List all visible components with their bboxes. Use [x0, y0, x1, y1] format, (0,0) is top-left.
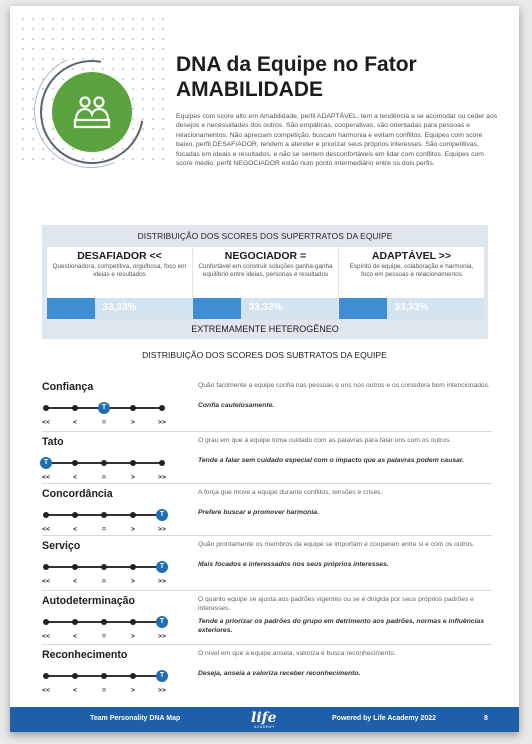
scale-label: <<	[42, 474, 50, 481]
logo-subtext: ACADEMY	[254, 725, 275, 729]
scale-label: >	[131, 526, 135, 533]
scale-label: >>	[158, 526, 166, 533]
supertratos-title: DISTRIBUIÇÃO DOS SCORES DOS SUPERTRATOS DA EQUIPE	[137, 231, 393, 241]
team-marker: T	[156, 616, 168, 628]
supertrato-name: NEGOCIADOR =	[224, 250, 307, 262]
scale-label: =	[102, 526, 106, 533]
scale-label: =	[102, 633, 106, 640]
subtrato-description: O grau em que a equipe toma cuidado com as palavras para falar uns com os outros.	[198, 437, 452, 444]
scale-dot	[101, 619, 107, 625]
supertrato-score-label: 33,33%	[394, 302, 429, 313]
scale-dot	[72, 405, 78, 411]
scale-dot	[101, 460, 107, 466]
scale-dot	[43, 673, 49, 679]
scale-label: =	[102, 474, 106, 481]
scale-dot	[43, 619, 49, 625]
supertrato-score-bar	[339, 298, 484, 319]
scale-label: <	[73, 419, 77, 426]
supertrato-column	[193, 247, 338, 319]
intro-paragraph: Equipes com score alto em Amabilidade, perfil ADAPTÁVEL, tem a tendência a se acomodar ou ceder aos desejos e necessidades dos outros. São empáticas, cooperativas, são orientadas para pessoas e relacionamentos. Não apreciam competição, buscam harmonia e evitam conflitos. Equipes com score baixo, perfil DESAFIADOR, tendem a atender e priorizar seus próprios interesses. São competitivas, focadas em ideais e resultados, e não se sentem desconfortáveis em lidar com conflitos. Equipes com score médio, perfil NEGOCIADOR estão num ponto intermediário entre os dois perfis.	[176, 113, 498, 168]
scale-label: >>	[158, 633, 166, 640]
people-handshake-icon	[72, 94, 112, 130]
scale-label: >>	[158, 474, 166, 481]
team-marker: T	[156, 670, 168, 682]
scale-dot	[72, 460, 78, 466]
team-marker: T	[156, 509, 168, 521]
subtrato-description: A força que move a equipe durante conflitos, tensões e crises.	[198, 489, 383, 496]
supertrato-score-bar	[47, 298, 192, 319]
row-divider	[42, 590, 492, 591]
page-number: 8	[484, 715, 488, 722]
scale-label: <<	[42, 526, 50, 533]
subtrato-description: Quão prontamente os membros da equipe se importam e cooperam entre si e com os outros.	[198, 541, 475, 548]
scale-label: <<	[42, 419, 50, 426]
subtrato-result: Tende a falar sem cuidado especial com o impacto que as palavras podem causar.	[198, 457, 465, 464]
subtrato-result: Prefere buscar e promover harmonia.	[198, 509, 319, 516]
team-marker: T	[156, 561, 168, 573]
subtrato-name: Confiança	[42, 381, 94, 393]
subtratos-title: DISTRIBUIÇÃO DOS SCORES DOS SUBTRATOS DA EQUIPE	[142, 350, 387, 360]
scale-dot	[130, 673, 136, 679]
subtrato-description: Quão facilmente a equipe confia nas pessoas e uns nos outros e os considera bem intencionados.	[198, 382, 490, 389]
supertrato-score-bar	[193, 298, 338, 319]
supertratos-summary: EXTREMAMENTE HETEROGÊNEO	[191, 324, 339, 334]
subtrato-result: Mais focados e interessados nos seus próprios interesses.	[198, 561, 389, 568]
scale-dot	[130, 512, 136, 518]
scale-label: <<	[42, 687, 50, 694]
scale-dot	[72, 564, 78, 570]
scale-dot	[101, 673, 107, 679]
supertrato-score-label: 33,33%	[102, 302, 137, 313]
scale-label: <<	[42, 633, 50, 640]
scale-dot	[159, 460, 165, 466]
scale-label: >	[131, 578, 135, 585]
scale-dot	[101, 564, 107, 570]
supertrato-score-label: 33,33%	[248, 302, 283, 313]
row-divider	[42, 644, 492, 645]
subtrato-description: O quanto equipe se ajusta aos padrões vigentes ou se é dirigida por seus próprios padrões e interesses.	[198, 596, 474, 613]
scale-dot	[130, 405, 136, 411]
scale-label: >	[131, 474, 135, 481]
scale-label: <	[73, 578, 77, 585]
scale-dot	[72, 512, 78, 518]
scale-label: >>	[158, 419, 166, 426]
life-academy-logo: life	[251, 710, 277, 726]
subtrato-scale	[42, 399, 172, 429]
scale-label: <	[73, 474, 77, 481]
row-divider	[42, 535, 492, 536]
document-page	[10, 6, 519, 732]
scale-label: =	[102, 687, 106, 694]
scale-dot	[130, 619, 136, 625]
supertrato-name: DESAFIADOR <<	[77, 250, 162, 262]
team-emblem	[52, 72, 132, 152]
supertrato-description: Espírito de equipe, colaboração e harmonia, foco em pessoas e relacionamentos	[349, 263, 474, 279]
footer-report-name: Team Personality DNA Map	[90, 715, 181, 722]
subtrato-description: O nível em que a equipe anseia, valoriza e busca reconhecimento.	[198, 650, 396, 657]
scale-dot	[130, 564, 136, 570]
subtrato-result: Deseja, anseia a valoriza receber reconhecimento.	[198, 670, 361, 677]
scale-dot	[101, 512, 107, 518]
scale-dot	[72, 619, 78, 625]
scale-dot	[130, 460, 136, 466]
subtrato-name: Autodeterminação	[42, 595, 136, 607]
subtrato-name: Concordância	[42, 488, 113, 500]
scale-label: >>	[158, 578, 166, 585]
subtrato-name: Reconhecimento	[42, 649, 128, 661]
footer-powered-by: Powered by Life Academy 2022	[332, 715, 437, 722]
subtrato-result: Confia cautelosamente.	[198, 402, 275, 409]
subtrato-scale	[42, 613, 172, 643]
team-marker: T	[98, 402, 110, 414]
scale-label: <<	[42, 578, 50, 585]
page-footer	[10, 707, 519, 732]
scale-label: <	[73, 633, 77, 640]
supertrato-description: Confortável em construir soluções ganha-ganha equilíbrio entre ideias, personas e resultados	[198, 263, 333, 279]
team-marker: T	[40, 457, 52, 469]
supertratos-panel	[42, 225, 488, 339]
subtrato-scale	[42, 667, 172, 697]
scale-label: >	[131, 633, 135, 640]
supertrato-column	[47, 247, 192, 319]
subtrato-scale	[42, 454, 172, 484]
scale-label: <	[73, 526, 77, 533]
row-divider	[42, 431, 492, 432]
supertrato-description: Questionadora, competitiva, orgulhosa, foco em ideias e resultados	[52, 263, 187, 279]
scale-label: <	[73, 687, 77, 694]
supertrato-name: ADAPTÁVEL >>	[371, 250, 452, 262]
subtrato-name: Tato	[42, 436, 64, 448]
scale-label: >>	[158, 687, 166, 694]
row-divider	[42, 483, 492, 484]
scale-label: >	[131, 419, 135, 426]
scale-dot	[159, 405, 165, 411]
subtrato-scale	[42, 558, 172, 588]
page-title: DNA da Equipe no Fator AMABILIDADE	[176, 53, 417, 101]
subtrato-name: Serviço	[42, 540, 81, 552]
scale-dot	[72, 673, 78, 679]
scale-dot	[43, 564, 49, 570]
scale-dot	[43, 405, 49, 411]
supertrato-column	[339, 247, 484, 319]
scale-label: =	[102, 578, 106, 585]
scale-label: >	[131, 687, 135, 694]
scale-dot	[43, 512, 49, 518]
scale-label: =	[102, 419, 106, 426]
subtrato-result: Tende a priorizar os padrões do grupo em detrimento aos padrões, normas e influências exteriores.	[198, 618, 485, 635]
subtrato-scale	[42, 506, 172, 536]
